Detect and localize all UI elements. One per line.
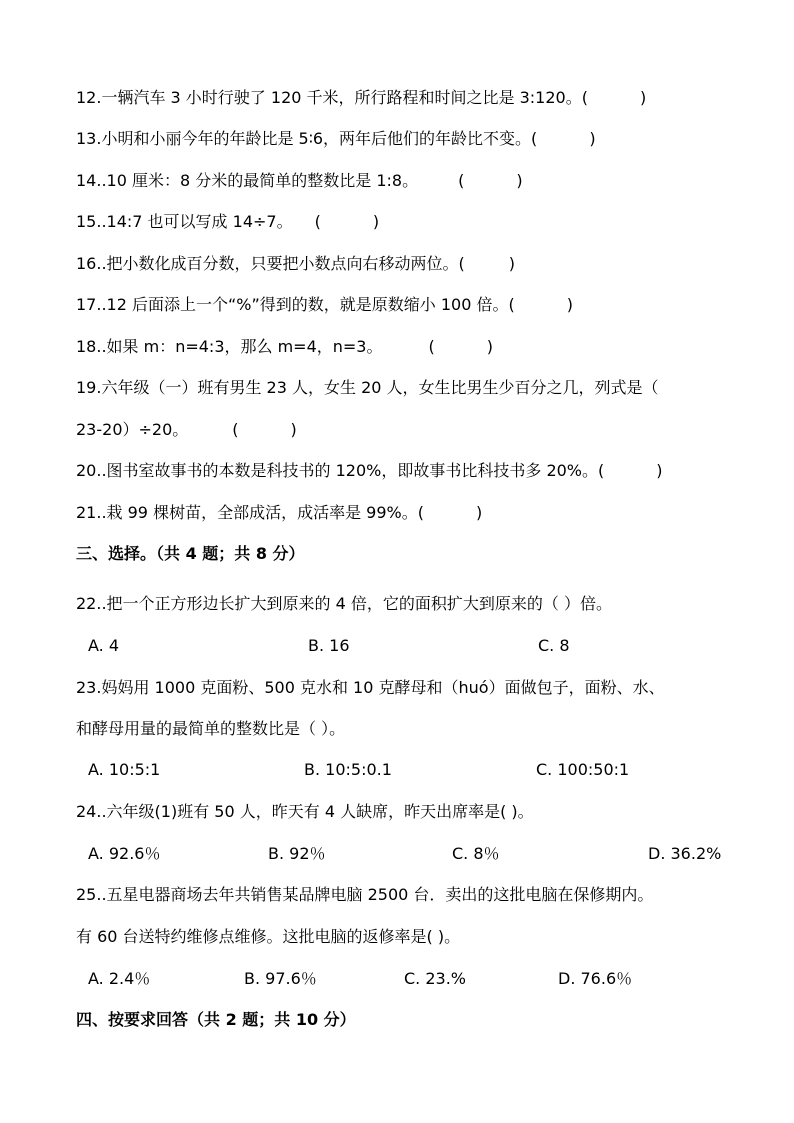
- section-4-heading: 四、按要求回答（共 2 题；共 10 分）: [76, 1010, 356, 1029]
- question-23-line-2: 和酵母用量的最简单的整数比是（ ）。: [76, 719, 346, 738]
- option-d: D. 36.2%: [648, 844, 722, 863]
- question-18: 18..如果 m：n=4:3，那么 m=4，n=3。 ( ): [76, 337, 493, 356]
- question-24-options: [88, 842, 748, 866]
- question-16: 16..把小数化成百分数，只要把小数点向右移动两位。( ): [76, 254, 516, 273]
- question-14: 14..10 厘米：8 分米的最简单的整数比是 1:8。 ( ): [76, 171, 523, 190]
- question-21: 21..栽 99 棵树苗，全部成活，成活率是 99%。( ): [76, 503, 483, 522]
- question-13: 13.小明和小丽今年的年龄比是 5∶6，两年后他们的年龄比不变。( ): [76, 129, 596, 148]
- option-b: B. 10:5:0.1: [304, 760, 392, 779]
- question-25-options: [88, 967, 748, 991]
- question-24: 24..六年级(1)班有 50 人，昨天有 4 人缺席，昨天出席率是( )。: [76, 802, 534, 821]
- option-b: B. 97.6％: [244, 969, 317, 988]
- question-17: 17..12 后面添上一个“%”得到的数，就是原数缩小 100 倍。( ): [76, 295, 573, 314]
- question-25-line-1: 25..五星电器商场去年共销售某品牌电脑 2500 台．卖出的这批电脑在保修期内。: [76, 885, 654, 904]
- question-15: 15..14:7 也可以写成 14÷7。 ( ): [76, 212, 380, 231]
- question-20: 20..图书室故事书的本数是科技书的 120%，即故事书比科技书多 20%。( ): [76, 461, 663, 480]
- option-c: C. 23.%: [404, 969, 466, 988]
- question-19-line-2: 23-20）÷20。 ( ): [76, 420, 297, 439]
- section-3-heading: 三、选择。（共 4 题；共 8 分）: [76, 544, 305, 563]
- option-a: A. 2.4％: [88, 969, 151, 988]
- option-a: A. 92.6％: [88, 844, 161, 863]
- option-c: C. 8％: [452, 844, 500, 863]
- option-a: A. 4: [88, 636, 120, 655]
- question-23-options: [88, 758, 748, 782]
- option-c: C. 100:50:1: [536, 760, 630, 779]
- option-c: C. 8: [538, 636, 570, 655]
- question-19-line-1: 19.六年级（一）班有男生 23 人，女生 20 人，女生比男生少百分之几，列式是（: [76, 378, 659, 397]
- question-22-options: [88, 634, 748, 658]
- option-b: B. 92％: [268, 844, 326, 863]
- option-b: B. 16: [308, 636, 350, 655]
- option-d: D. 76.6％: [558, 969, 633, 988]
- question-12: 12.一辆汽车 3 小时行驶了 120 千米，所行路程和时间之比是 3:120。( ): [76, 88, 647, 107]
- question-22: 22..把一个正方形边长扩大到原来的 4 倍，它的面积扩大到原来的（ ）倍。: [76, 594, 612, 613]
- option-a: A. 10:5:1: [88, 760, 161, 779]
- question-23-line-1: 23.妈妈用 1000 克面粉、500 克水和 10 克酵母和（huó）面做包子，面粉、水、: [76, 678, 665, 697]
- question-25-line-2: 有 60 台送特约维修点维修。这批电脑的返修率是( )。: [76, 927, 461, 946]
